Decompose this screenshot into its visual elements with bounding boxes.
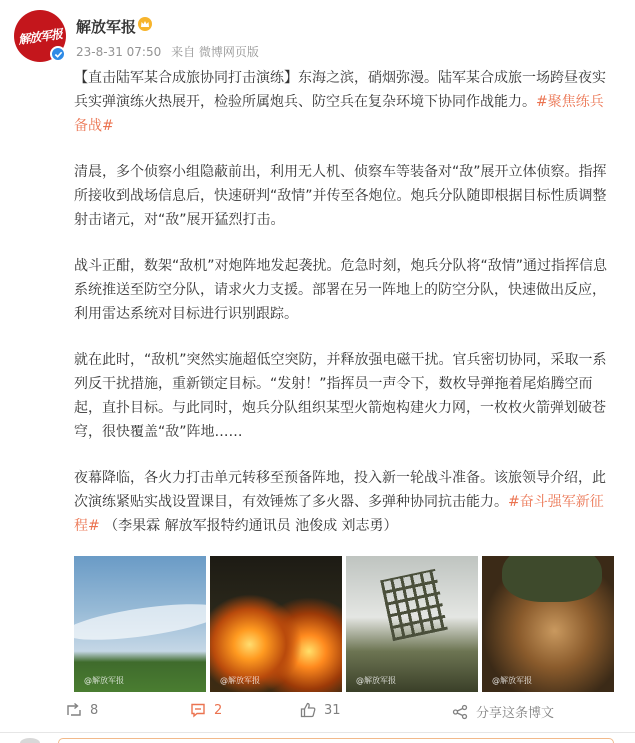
post-paragraph xyxy=(74,466,614,538)
post-paragraph xyxy=(74,348,614,444)
share-button[interactable] xyxy=(452,702,554,721)
post-image[interactable] xyxy=(482,556,614,692)
comment-button[interactable] xyxy=(190,702,222,718)
post-header xyxy=(14,10,614,70)
hashtag-link[interactable]: #奋斗强军新征程# xyxy=(74,494,604,534)
share-label: 分享这条博文 xyxy=(476,706,555,721)
share-icon xyxy=(452,704,468,720)
post-text: 【直击陆军某合成旅协同打击演练】东海之滨，硝烟弥漫。陆军某合成旅一场跨昼夜实兵实弹演练火热展开，检验所属炮兵、防空兵在复杂环境下协同作战能力。 xyxy=(74,70,606,110)
action-bar xyxy=(0,696,635,726)
like-icon xyxy=(300,702,316,718)
post-content xyxy=(74,66,614,560)
comment-count: 2 xyxy=(214,702,223,718)
post-text: 就在此时，“敌机”突然实施超低空突防，并释放强电磁干扰。官兵密切协同，采取一系列反干扰措施，重新锁定目标。“发射！”指挥员一声令下，数枚导弹拖着尾焰腾空而起，直扑目标。与此同时，炮兵分队组织某型火箭炮构建火力网，一枚枚火箭弹划破苍穹，很快覆盖“敌”阵地…… xyxy=(74,352,607,440)
post-source: 来自 微博网页版 xyxy=(171,45,259,59)
post-image[interactable] xyxy=(346,556,478,692)
post-meta xyxy=(76,43,265,60)
hashtag-link[interactable]: #聚焦练兵备战# xyxy=(74,94,604,134)
post-text: 清晨，多个侦察小组隐蔽前出，利用无人机、侦察车等装备对“敌”展开立体侦察。指挥所接收到战场信息后，快速研判“敌情”并传至各炮位。炮兵分队随即根据目标性质调整射击诸元，对“敌”展开猛烈打击。 xyxy=(74,164,607,228)
soldier-helmet xyxy=(502,556,602,602)
post-paragraph xyxy=(74,254,614,326)
like-count: 31 xyxy=(324,702,341,718)
post-paragraph xyxy=(74,66,614,138)
image-watermark: @解放军报 xyxy=(220,676,260,685)
post-text: 战斗正酣，数架“敌机”对炮阵地发起袭扰。危急时刻，炮兵分队将“敌情”通过指挥信息系统推送至防空分队，请求火力支援。部署在另一阵地上的防空分队，快速做出反应，利用雷达系统对目标进行识别跟踪。 xyxy=(74,258,608,322)
author-name[interactable]: 解放军报 xyxy=(76,18,137,36)
repost-icon xyxy=(66,702,82,718)
post-image[interactable] xyxy=(210,556,342,692)
comment-icon xyxy=(190,702,206,718)
crown-icon xyxy=(138,17,152,31)
comment-input[interactable] xyxy=(58,738,614,743)
smoke-trail xyxy=(74,597,206,647)
post-text: （李果霖 解放军报特约通讯员 池俊成 刘志勇） xyxy=(99,518,398,534)
post-text: 夜幕降临，各火力打击单元转移至预备阵地，投入新一轮战斗准备。该旅领导介绍，此次演练紧贴实战设置课目，有效锤炼了多火器、多弹种协同抗击能力。 xyxy=(74,470,606,510)
radar-tower xyxy=(380,569,448,641)
current-user-avatar xyxy=(20,738,40,743)
verified-icon xyxy=(50,46,66,62)
post-image[interactable] xyxy=(74,556,206,692)
like-button[interactable] xyxy=(300,702,341,718)
repost-button[interactable] xyxy=(66,702,98,718)
image-grid xyxy=(74,556,614,692)
image-watermark: @解放军报 xyxy=(84,676,124,685)
image-watermark: @解放军报 xyxy=(492,676,532,685)
avatar-logo: 解放军报 xyxy=(17,26,63,47)
post-time[interactable]: 23-8-31 07:50 xyxy=(76,45,162,59)
post-paragraph xyxy=(74,160,614,232)
image-watermark: @解放军报 xyxy=(356,676,396,685)
repost-count: 8 xyxy=(90,702,99,718)
